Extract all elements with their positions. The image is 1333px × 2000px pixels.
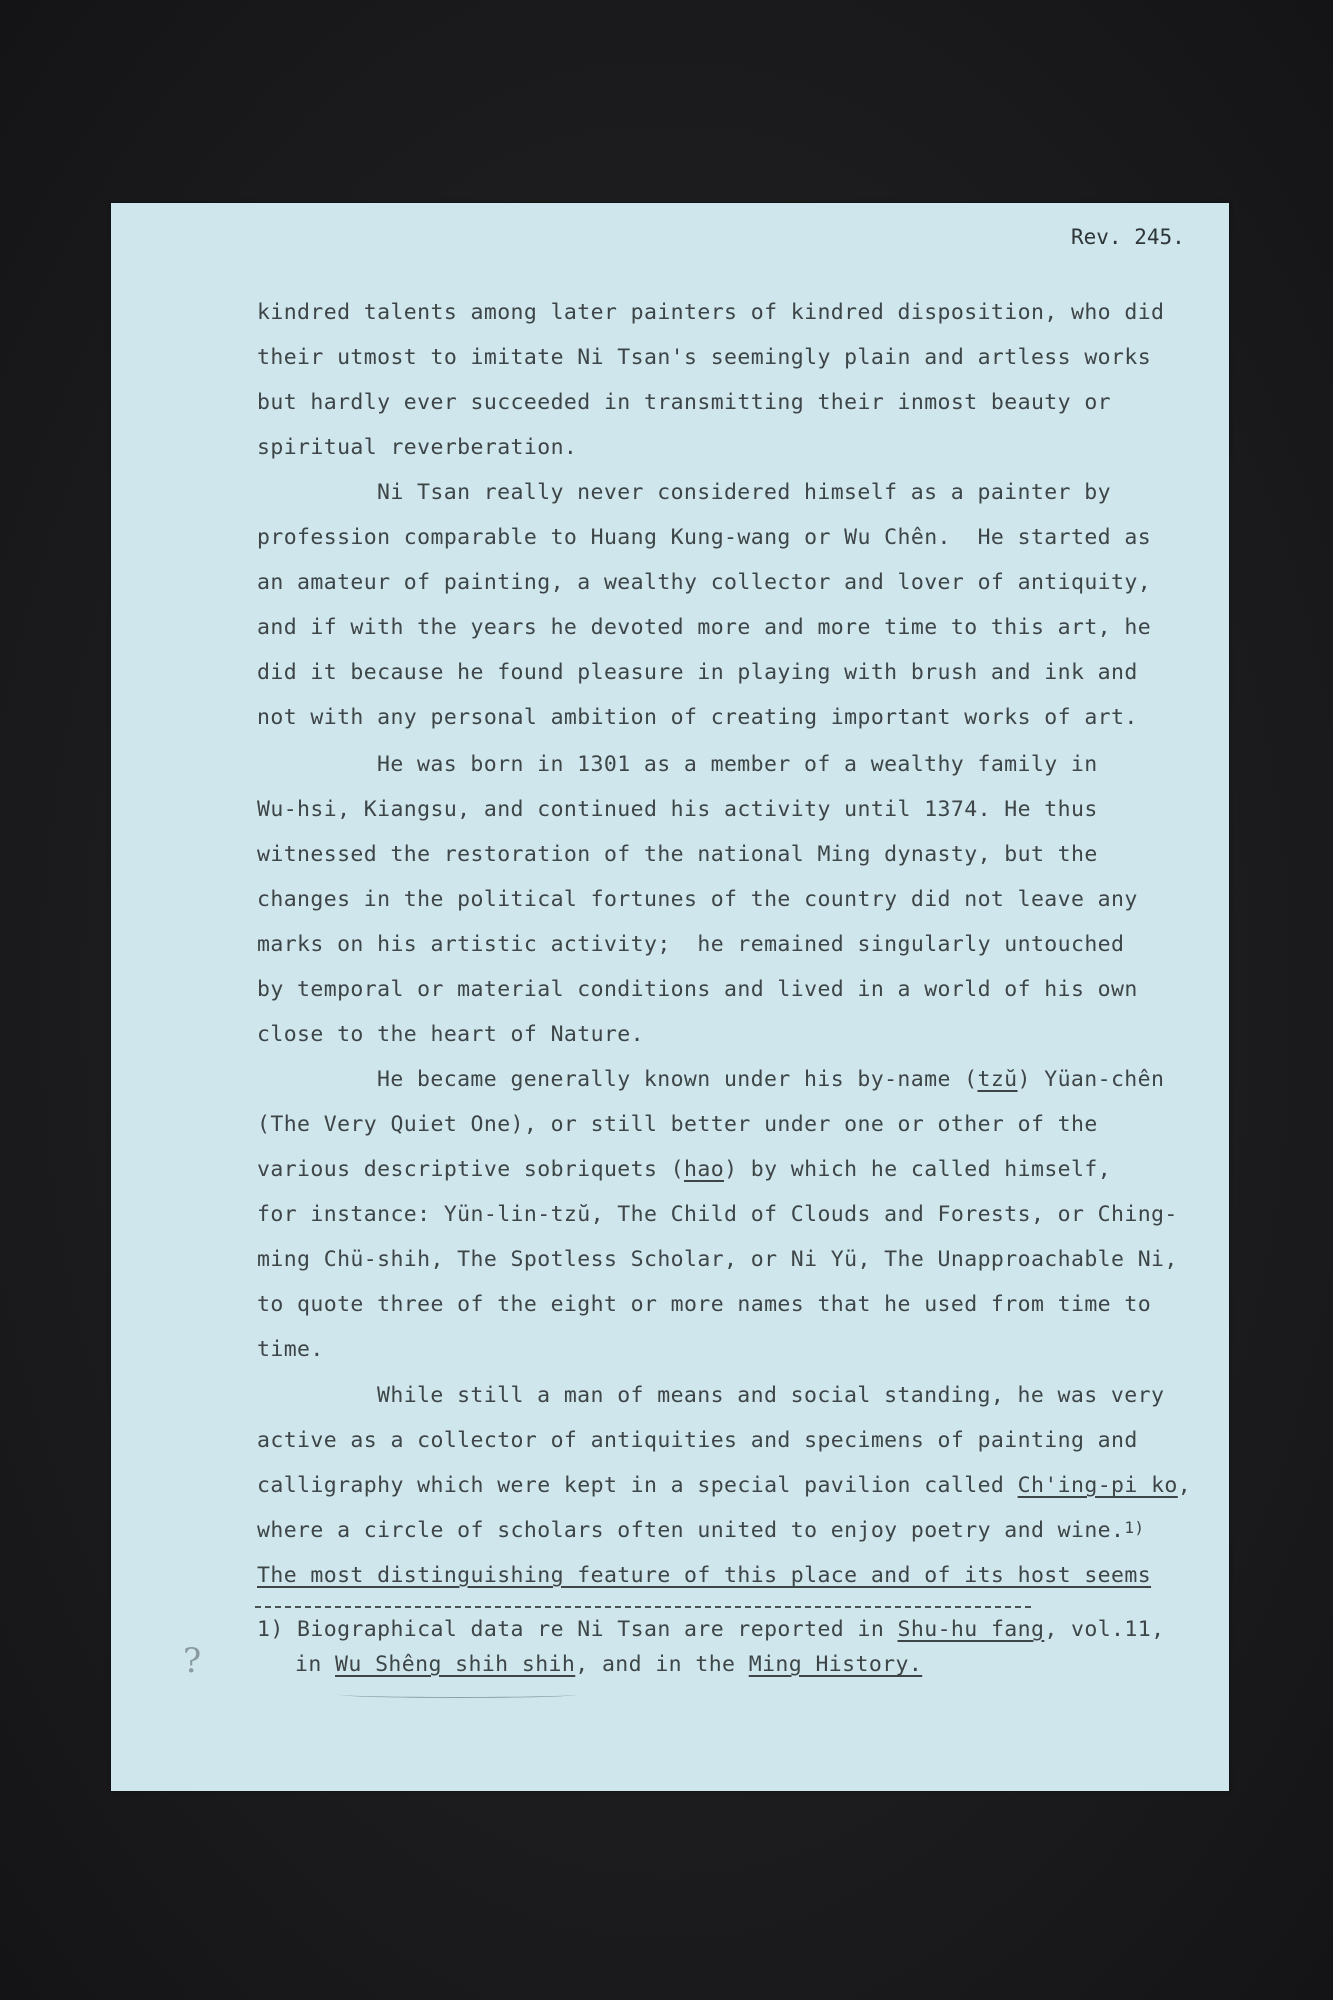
typewritten-page: [111, 203, 1229, 1791]
body-line-23: to quote three of the eight or more names that he used from time to: [257, 1292, 1152, 1317]
body-line-1: kindred talents among later painters of kindred disposition, who did: [257, 300, 1165, 325]
body-line-20: various descriptive sobriquets (hao) by which he called himself,: [257, 1157, 1112, 1182]
body-line-3: but hardly ever succeeded in transmitting their inmost beauty or: [257, 390, 1112, 415]
body-line-2: their utmost to imitate Ni Tsan's seemingly plain and artless works: [257, 345, 1152, 370]
body-line-14: changes in the political fortunes of the country did not leave any: [257, 887, 1138, 912]
body-line-18: He became generally known under his by-name (tzŭ) Yüan-chên: [377, 1067, 1165, 1092]
body-line-27: calligraphy which were kept in a special pavilion called Ch'ing-pi ko,: [257, 1473, 1192, 1498]
body-line-17: close to the heart of Nature.: [257, 1022, 644, 1047]
body-line-22: ming Chü-shih, The Spotless Scholar, or Ni Yü, The Unapproachable Ni,: [257, 1247, 1178, 1272]
body-line-16: by temporal or material conditions and lived in a world of his own: [257, 977, 1138, 1002]
underlined-term: Ch'ing-pi ko: [1017, 1473, 1178, 1498]
underlined-title: Shu-hu fang: [897, 1617, 1045, 1642]
body-line-13: witnessed the restoration of the national Ming dynasty, but the: [257, 842, 1098, 867]
body-line-12: Wu-hsi, Kiangsu, and continued his activity until 1374. He thus: [257, 797, 1098, 822]
body-line-24: time.: [257, 1337, 324, 1362]
body-line-15: marks on his artistic activity; he remained singularly untouched: [257, 932, 1125, 957]
underlined-title: Wu Shêng shih shih: [335, 1652, 576, 1677]
body-line-10: not with any personal ambition of creating important works of art.: [257, 705, 1138, 730]
footnote-line-2: in Wu Shêng shih shih, and in the Ming History.: [295, 1652, 923, 1677]
body-line-19: (The Very Quiet One), or still better under one or other of the: [257, 1112, 1098, 1137]
body-line-26: active as a collector of antiquities and specimens of painting and: [257, 1428, 1138, 1453]
body-line-9: did it because he found pleasure in playing with brush and ink and: [257, 660, 1138, 685]
page-number: Rev. 245.: [1071, 225, 1185, 249]
body-line-25: While still a man of means and social standing, he was very: [377, 1383, 1165, 1408]
body-line-5: Ni Tsan really never considered himself as a painter by: [377, 480, 1111, 505]
underlined-term: tzŭ: [977, 1067, 1018, 1092]
body-line-8: and if with the years he devoted more and more time to this art, he: [257, 615, 1152, 640]
footnote-line-1: 1) Biographical data re Ni Tsan are reported in Shu-hu fang, vol.11,: [257, 1617, 1165, 1642]
body-line-4: spiritual reverberation.: [257, 435, 578, 460]
body-line-29: The most distinguishing feature of this place and of its host seems: [257, 1563, 1152, 1588]
body-line-11: He was born in 1301 as a member of a wealthy family in: [377, 752, 1098, 777]
pencil-underline: [339, 1691, 577, 1698]
body-line-28: where a circle of scholars often united to enjoy poetry and wine.$^{1)}$: [257, 1518, 1145, 1543]
underlined-term: hao: [684, 1157, 725, 1182]
body-line-6: profession comparable to Huang Kung-wang or Wu Chên. He started as: [257, 525, 1152, 550]
footnote-divider: [255, 1606, 1031, 1608]
underlined-title: Ming History.: [748, 1652, 923, 1677]
footnote-marker: 1): [1124, 1518, 1145, 1537]
handwritten-question-mark: ?: [183, 1641, 202, 1681]
body-line-7: an amateur of painting, a wealthy collector and lover of antiquity,: [257, 570, 1152, 595]
body-line-21: for instance: Yün-lin-tzŭ, The Child of Clouds and Forests, or Ching-: [257, 1202, 1178, 1227]
